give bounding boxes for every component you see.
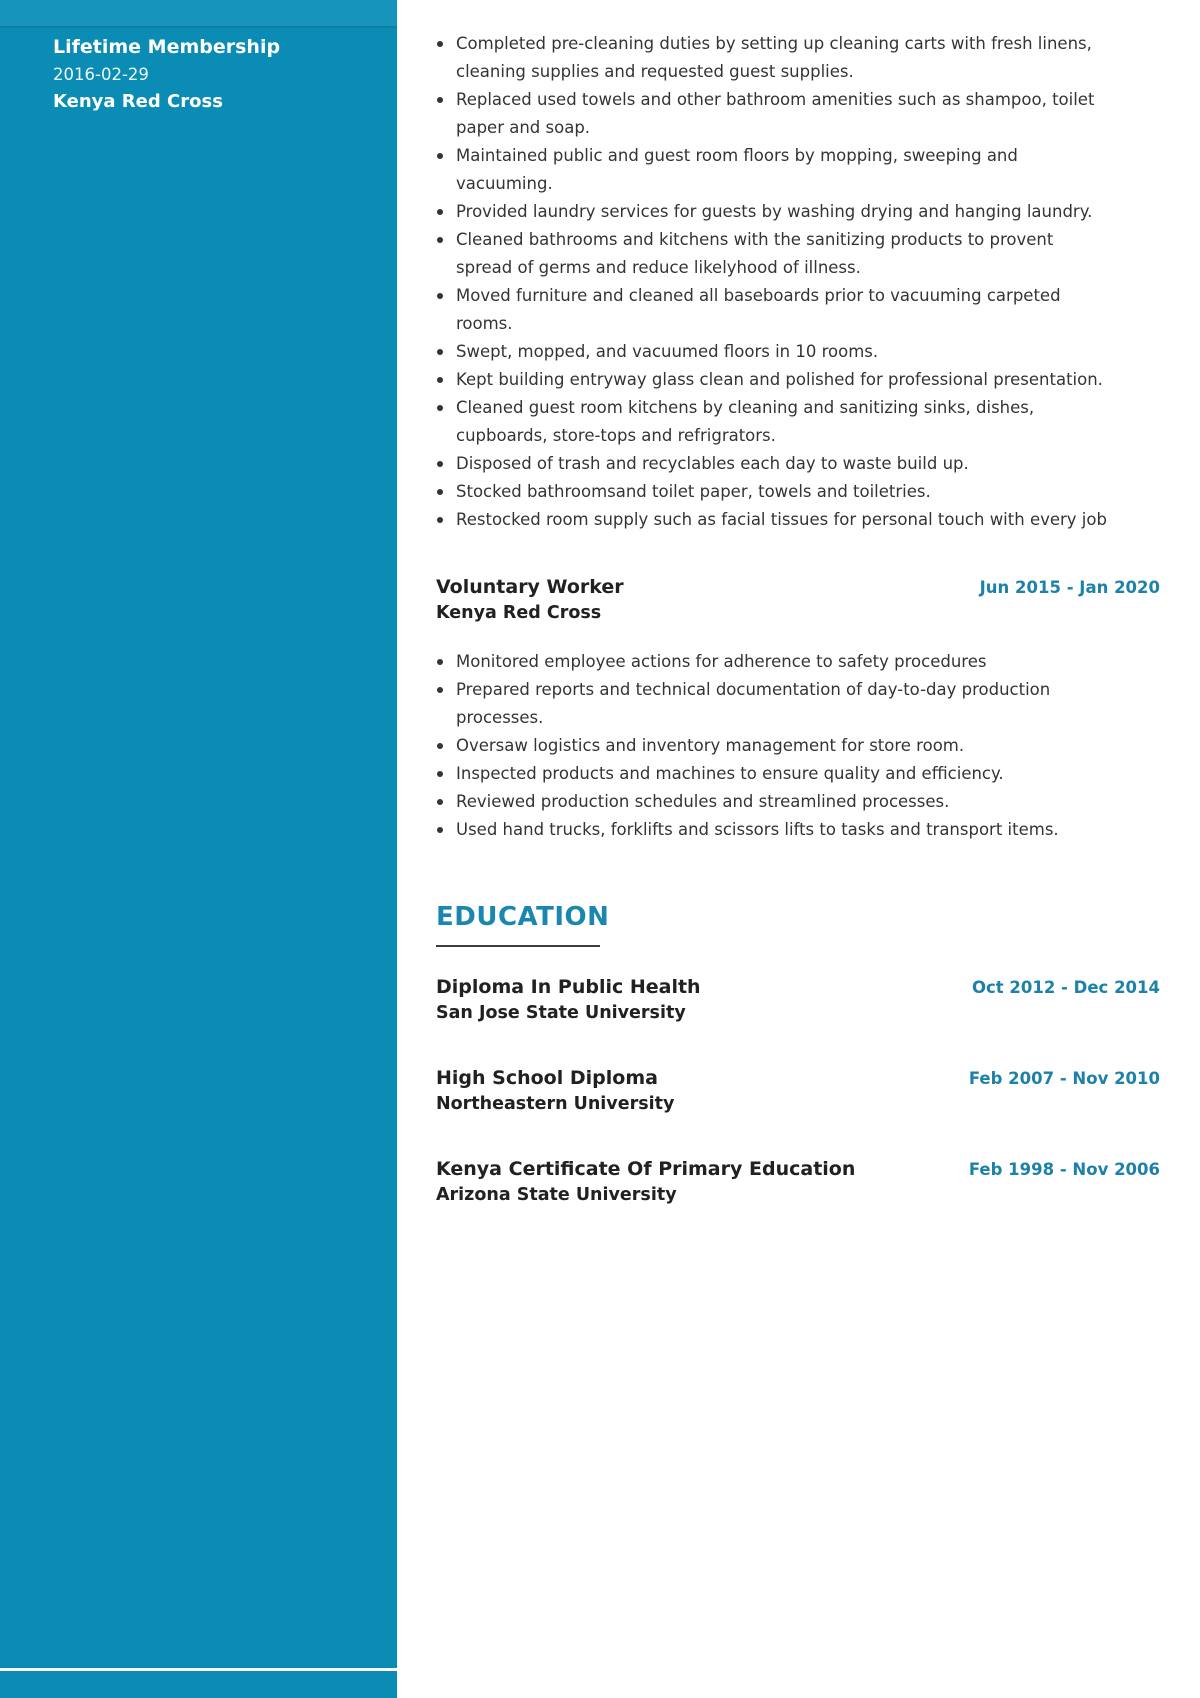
bullet-item: Monitored employee actions for adherence to safety procedures (456, 648, 1108, 676)
school-name: San Jose State University (436, 1003, 686, 1023)
membership-title: Lifetime Membership (53, 36, 281, 58)
next-page-sidebar-strip (0, 1671, 397, 1698)
bullet-item: Inspected products and machines to ensure quality and efficiency. (456, 760, 1108, 788)
education-entries (436, 974, 1160, 1209)
housekeeping-bullet-list (436, 30, 1108, 534)
education-entry (436, 1156, 1160, 1209)
page-break-band (0, 0, 397, 28)
bullet-item: Oversaw logistics and inventory management for store room. (456, 732, 1108, 760)
bullet-item: Moved furniture and cleaned all baseboards prior to vacuuming carpeted rooms. (456, 282, 1108, 338)
bullet-item: Restocked room supply such as facial tissues for personal touch with every job (456, 506, 1108, 534)
experience-entry (436, 574, 1160, 844)
education-entry (436, 1065, 1160, 1118)
bullet-item: Stocked bathroomsand toilet paper, towels and toiletries. (456, 478, 1108, 506)
bullet-item: Cleaned bathrooms and kitchens with the sanitizing products to provent spread of germs and reduce likelyhood of illness. (456, 226, 1108, 282)
bullet-item: Replaced used towels and other bathroom amenities such as shampoo, toilet paper and soap. (456, 86, 1108, 142)
degree-title: High School Diploma (436, 1067, 658, 1089)
school-name: Northeastern University (436, 1094, 675, 1114)
membership-date: 2016-02-29 (53, 65, 149, 84)
bullet-item: Provided laundry services for guests by washing drying and hanging laundry. (456, 198, 1108, 226)
job-header-row (436, 574, 1160, 600)
education-header-row (436, 1065, 1160, 1091)
bullet-item: Swept, mopped, and vacuumed floors in 10 rooms. (456, 338, 1108, 366)
bullet-item: Used hand trucks, forklifts and scissors lifts to tasks and transport items. (456, 816, 1108, 844)
education-dates: Feb 1998 - Nov 2006 (968, 1160, 1160, 1179)
bullet-item: Cleaned guest room kitchens by cleaning and sanitizing sinks, dishes, cupboards, store-tops and refrigrators. (456, 394, 1108, 450)
job-company: Kenya Red Cross (436, 603, 602, 623)
degree-title: Diploma In Public Health (436, 976, 701, 998)
education-dates: Feb 2007 - Nov 2010 (968, 1069, 1160, 1088)
bullet-item: Kept building entryway glass clean and polished for professional presentation. (456, 366, 1108, 394)
bullet-item: Maintained public and guest room floors by mopping, sweeping and vacuuming. (456, 142, 1108, 198)
bullet-item: Disposed of trash and recyclables each day to waste build up. (456, 450, 1108, 478)
bullet-item: Completed pre-cleaning duties by setting up cleaning carts with fresh linens, cleaning supplies and requested guest supplies. (456, 30, 1108, 86)
job-title: Voluntary Worker (436, 576, 624, 598)
education-heading: EDUCATION (436, 902, 610, 932)
education-entry (436, 974, 1160, 1027)
sidebar (0, 0, 397, 1668)
degree-title: Kenya Certificate Of Primary Education (436, 1158, 856, 1180)
education-header-row (436, 1156, 1160, 1182)
bullet-item: Reviewed production schedules and streamlined processes. (456, 788, 1108, 816)
education-header-row (436, 974, 1160, 1000)
school-name: Arizona State University (436, 1185, 677, 1205)
education-section (436, 902, 1160, 1209)
job-bullet-list (436, 648, 1108, 844)
education-underline (436, 945, 600, 947)
main-content (436, 0, 1160, 1209)
education-dates: Oct 2012 - Dec 2014 (971, 978, 1160, 997)
job-dates: Jun 2015 - Jan 2020 (979, 578, 1160, 597)
bullet-item: Prepared reports and technical documentation of day-to-day production processes. (456, 676, 1108, 732)
membership-organization: Kenya Red Cross (53, 91, 223, 112)
